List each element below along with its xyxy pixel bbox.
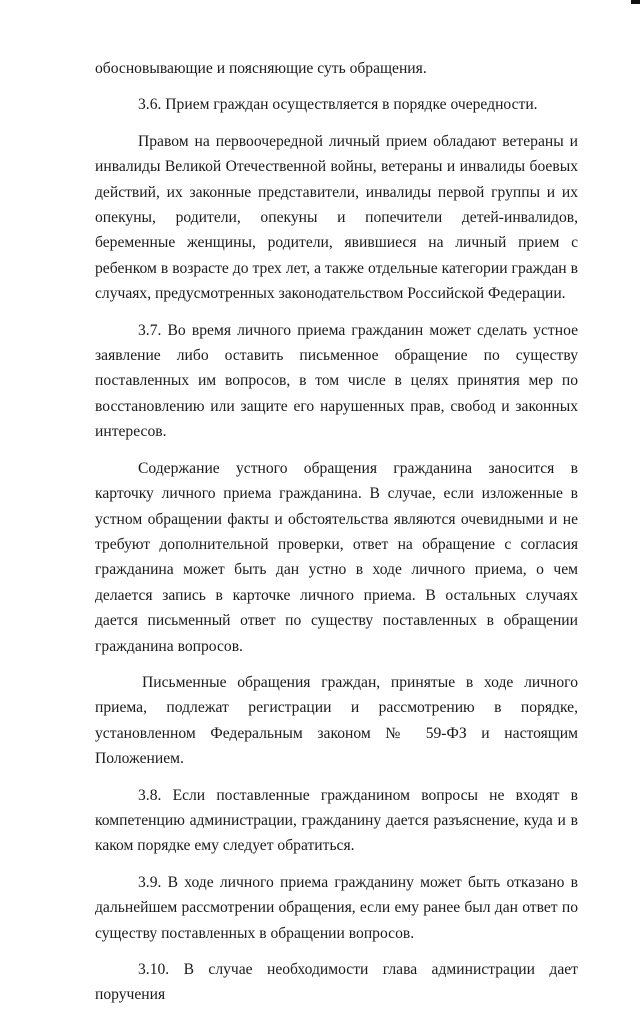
paragraph-priority-reception: Правом на первоочередной личный прием обладают ветераны и инвалиды Великой Отечественной войны, ветераны и инвалиды боевых действий, их законные представители, инвалиды первой группы и их опекуны, родители, опекуны и попечители детей-инвалидов, беременные женщины, родители, явившиеся на личный прием с ребенком в возрасте до трех лет, а также отдельные категории граждан в случаях, предусмотренных законодательством Российской Федерации. bbox=[95, 132, 578, 303]
paragraph-oral-appeal-card: Содержание устного обращения гражданина заносится в карточку личного приема гражданина. В случае, если изложенные в устном обращении факты и обстоятельства являются очевидными и не требуют дополнительной проверки, ответ на обращение с согласия гражданина может быть дан устно в ходе личного приема, о чем делается запись в карточке личного приема. В остальных случаях дается письменный ответ по существу поставленных в обращении гражданина вопросов. bbox=[95, 459, 578, 655]
paragraph-3-9: 3.9. В ходе личного приема гражданину может быть отказано в дальнейшем рассмотрении обращения, если ему ранее был дан ответ по существу поставленных в обращении вопросов. bbox=[95, 873, 578, 942]
paragraph-3-8: 3.8. Если поставленные гражданином вопросы не входят в компетенцию администрации, гражданину дается разъяснение, куда и в каком порядке ему следует обратиться. bbox=[95, 786, 578, 855]
scan-edge-mark bbox=[631, 0, 640, 4]
paragraph-3-6: 3.6. Прием граждан осуществляется в порядке очередности. bbox=[138, 96, 538, 114]
document-page bbox=[95, 56, 578, 1019]
paragraph-continuation: обосновывающие и поясняющие суть обращения. bbox=[95, 60, 427, 77]
paragraph-written-appeals: Письменные обращения граждан, принятые в ходе личного приема, подлежат регистрации и рассмотрению в порядке, установленном Федеральным законом № 59-ФЗ и настоящим Положением. bbox=[95, 673, 578, 768]
paragraph-3-7: 3.7. Во время личного приема гражданин может сделать устное заявление либо оставить письменное обращение по существу поставленных им вопросов, в том числе в целях принятия мер по восстановлению или защите его нарушенных прав, свобод и законных интересов. bbox=[95, 321, 578, 441]
paragraph-3-10: 3.10. В случае необходимости глава администрации дает поручения bbox=[95, 961, 578, 1004]
